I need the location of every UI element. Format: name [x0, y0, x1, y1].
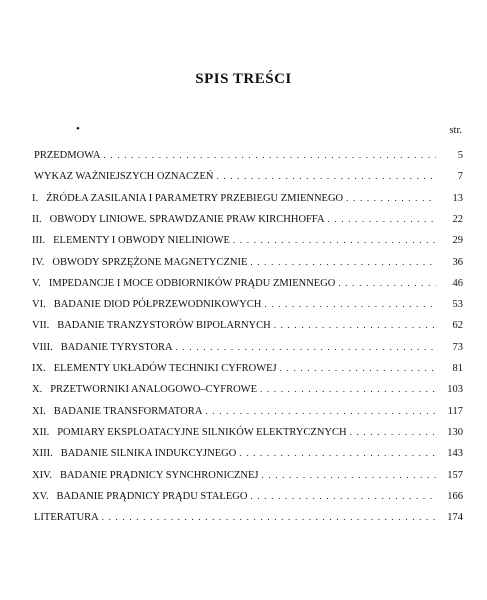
toc-entry-page: 103	[447, 384, 463, 396]
toc-entry-page: 22	[452, 213, 463, 225]
toc-entry-page: 130	[447, 426, 463, 438]
toc-dot-leader	[338, 276, 436, 290]
toc-entry-number: VIII.	[32, 341, 53, 353]
toc-dot-leader	[104, 148, 436, 162]
toc-dot-leader	[260, 382, 436, 396]
stray-dot-mark: •	[76, 123, 80, 135]
toc-dot-leader	[346, 191, 436, 205]
toc-entry	[32, 489, 463, 504]
toc-entry-label: BADANIE TYRYSTORA	[60, 341, 173, 353]
toc-entry-label: BADANIE SILNIKA INDUKCYJNEGO	[60, 448, 237, 460]
toc-entry-page: 62	[452, 320, 463, 332]
toc-entry-page: 36	[452, 256, 463, 268]
toc-dot-leader	[250, 255, 436, 269]
toc-dot-leader	[233, 233, 436, 247]
toc-entry	[32, 340, 463, 355]
toc-entry-label: BADANIE TRANZYSTORÓW BIPOLARNYCH	[57, 320, 271, 332]
toc-entry-label: PRZETWORNIKI ANALOGOWO–CYFROWE	[50, 384, 257, 396]
toc-entry-number: IX.	[32, 363, 46, 374]
toc-entry-number: IV.	[32, 256, 45, 268]
toc-entry-page: 166	[447, 490, 463, 502]
toc-entry-number: XIV.	[32, 469, 52, 481]
toc-entry-page: 81	[452, 363, 463, 374]
toc-entry-label: OBWODY LINIOWE. SPRAWDZANIE PRAW KIRCHHOFFA	[49, 213, 325, 225]
toc-entry-label: WYKAZ WAŻNIEJSZYCH OZNACZEŃ	[34, 171, 214, 183]
toc-entry-page: 46	[452, 277, 463, 289]
toc-entry-number: II.	[32, 213, 42, 225]
toc-entry-page: 7	[457, 171, 463, 183]
toc-entry-page: 174	[447, 512, 463, 524]
toc-dot-leader	[261, 468, 436, 482]
toc-entry-page: 5	[457, 150, 463, 161]
page-column-header: str.	[449, 125, 462, 136]
toc-entry-label: BADANIE DIOD PÓŁPRZEWODNIKOWYCH	[53, 299, 262, 311]
toc-entry	[32, 233, 463, 248]
toc-dot-leader	[239, 446, 436, 460]
toc-entry-label: OBWODY SPRZĘŻONE MAGNETYCZNIE	[52, 256, 248, 268]
toc-dot-leader	[102, 510, 436, 524]
toc-dot-leader	[264, 297, 436, 311]
toc-entry-label: ELEMENTY UKŁADÓW TECHNIKI CYFROWEJ	[53, 363, 277, 374]
toc-entry	[34, 169, 463, 184]
toc-entry-number: XII.	[32, 426, 50, 438]
toc-entry-label: BADANIE PRĄDNICY PRĄDU STAŁEGO	[56, 490, 248, 502]
toc-dot-leader	[350, 425, 436, 439]
toc-entry	[32, 212, 463, 227]
toc-entry-number: VII.	[32, 320, 50, 332]
toc-entry-page: 73	[452, 341, 463, 353]
toc-dot-leader	[216, 169, 436, 183]
toc-entry-label: LITERATURA	[34, 512, 99, 524]
toc-entry-label: PRZEDMOWA	[34, 150, 101, 161]
toc-dot-leader	[280, 361, 436, 375]
toc-entry-page: 13	[452, 192, 463, 204]
toc-entry	[34, 510, 463, 525]
toc-entry	[32, 382, 463, 397]
toc-entry-label: BADANIE TRANSFORMATORA	[53, 405, 203, 417]
toc-entry	[32, 425, 463, 440]
toc-entry-page: 117	[447, 405, 463, 417]
toc-entry-number: VI.	[32, 299, 46, 311]
toc-dot-leader	[274, 318, 436, 332]
toc-entry-label: IMPEDANCJE I MOCE ODBIORNIKÓW PRĄDU ZMIENNEGO	[48, 277, 336, 289]
toc-entry	[32, 404, 463, 419]
toc-entry-label: ELEMENTY I OBWODY NIELINIOWE	[53, 235, 230, 247]
toc-dot-leader	[328, 212, 436, 226]
toc-entry	[32, 361, 463, 376]
toc-entry	[32, 255, 463, 270]
toc-entry-number: X.	[32, 384, 43, 396]
toc-entry-page: 29	[452, 235, 463, 247]
toc-entry	[34, 148, 463, 163]
toc-entry-number: XV.	[32, 490, 49, 502]
toc-entry-page: 53	[452, 299, 463, 311]
toc-entry	[32, 297, 463, 312]
toc-entry	[32, 191, 463, 206]
toc-entry	[32, 318, 463, 333]
toc-entry	[32, 276, 463, 291]
toc-entry	[32, 446, 463, 461]
toc-entry-number: I.	[32, 192, 39, 204]
toc-entry-label: POMIARY EKSPLOATACYJNE SILNIKÓW ELEKTRYCZNYCH	[57, 426, 347, 438]
toc-dot-leader	[250, 489, 436, 503]
toc-entry-number: XIII.	[32, 448, 53, 460]
toc-entry-page: 157	[447, 469, 463, 481]
toc-title: SPIS TREŚCI	[195, 71, 292, 87]
toc-entry	[32, 468, 463, 483]
toc-dot-leader	[176, 340, 436, 354]
toc-entry-label: ŹRÓDŁA ZASILANIA I PARAMETRY PRZEBIEGU ZMIENNEGO	[46, 192, 344, 204]
toc-dot-leader	[205, 404, 436, 418]
toc-entry-label: BADANIE PRĄDNICY SYNCHRONICZNEJ	[59, 469, 259, 481]
toc-entry-number: V.	[32, 277, 41, 289]
toc-entry-number: III.	[32, 235, 46, 247]
toc-entry-number: XI.	[32, 405, 46, 417]
toc-entry-page: 143	[447, 448, 463, 460]
